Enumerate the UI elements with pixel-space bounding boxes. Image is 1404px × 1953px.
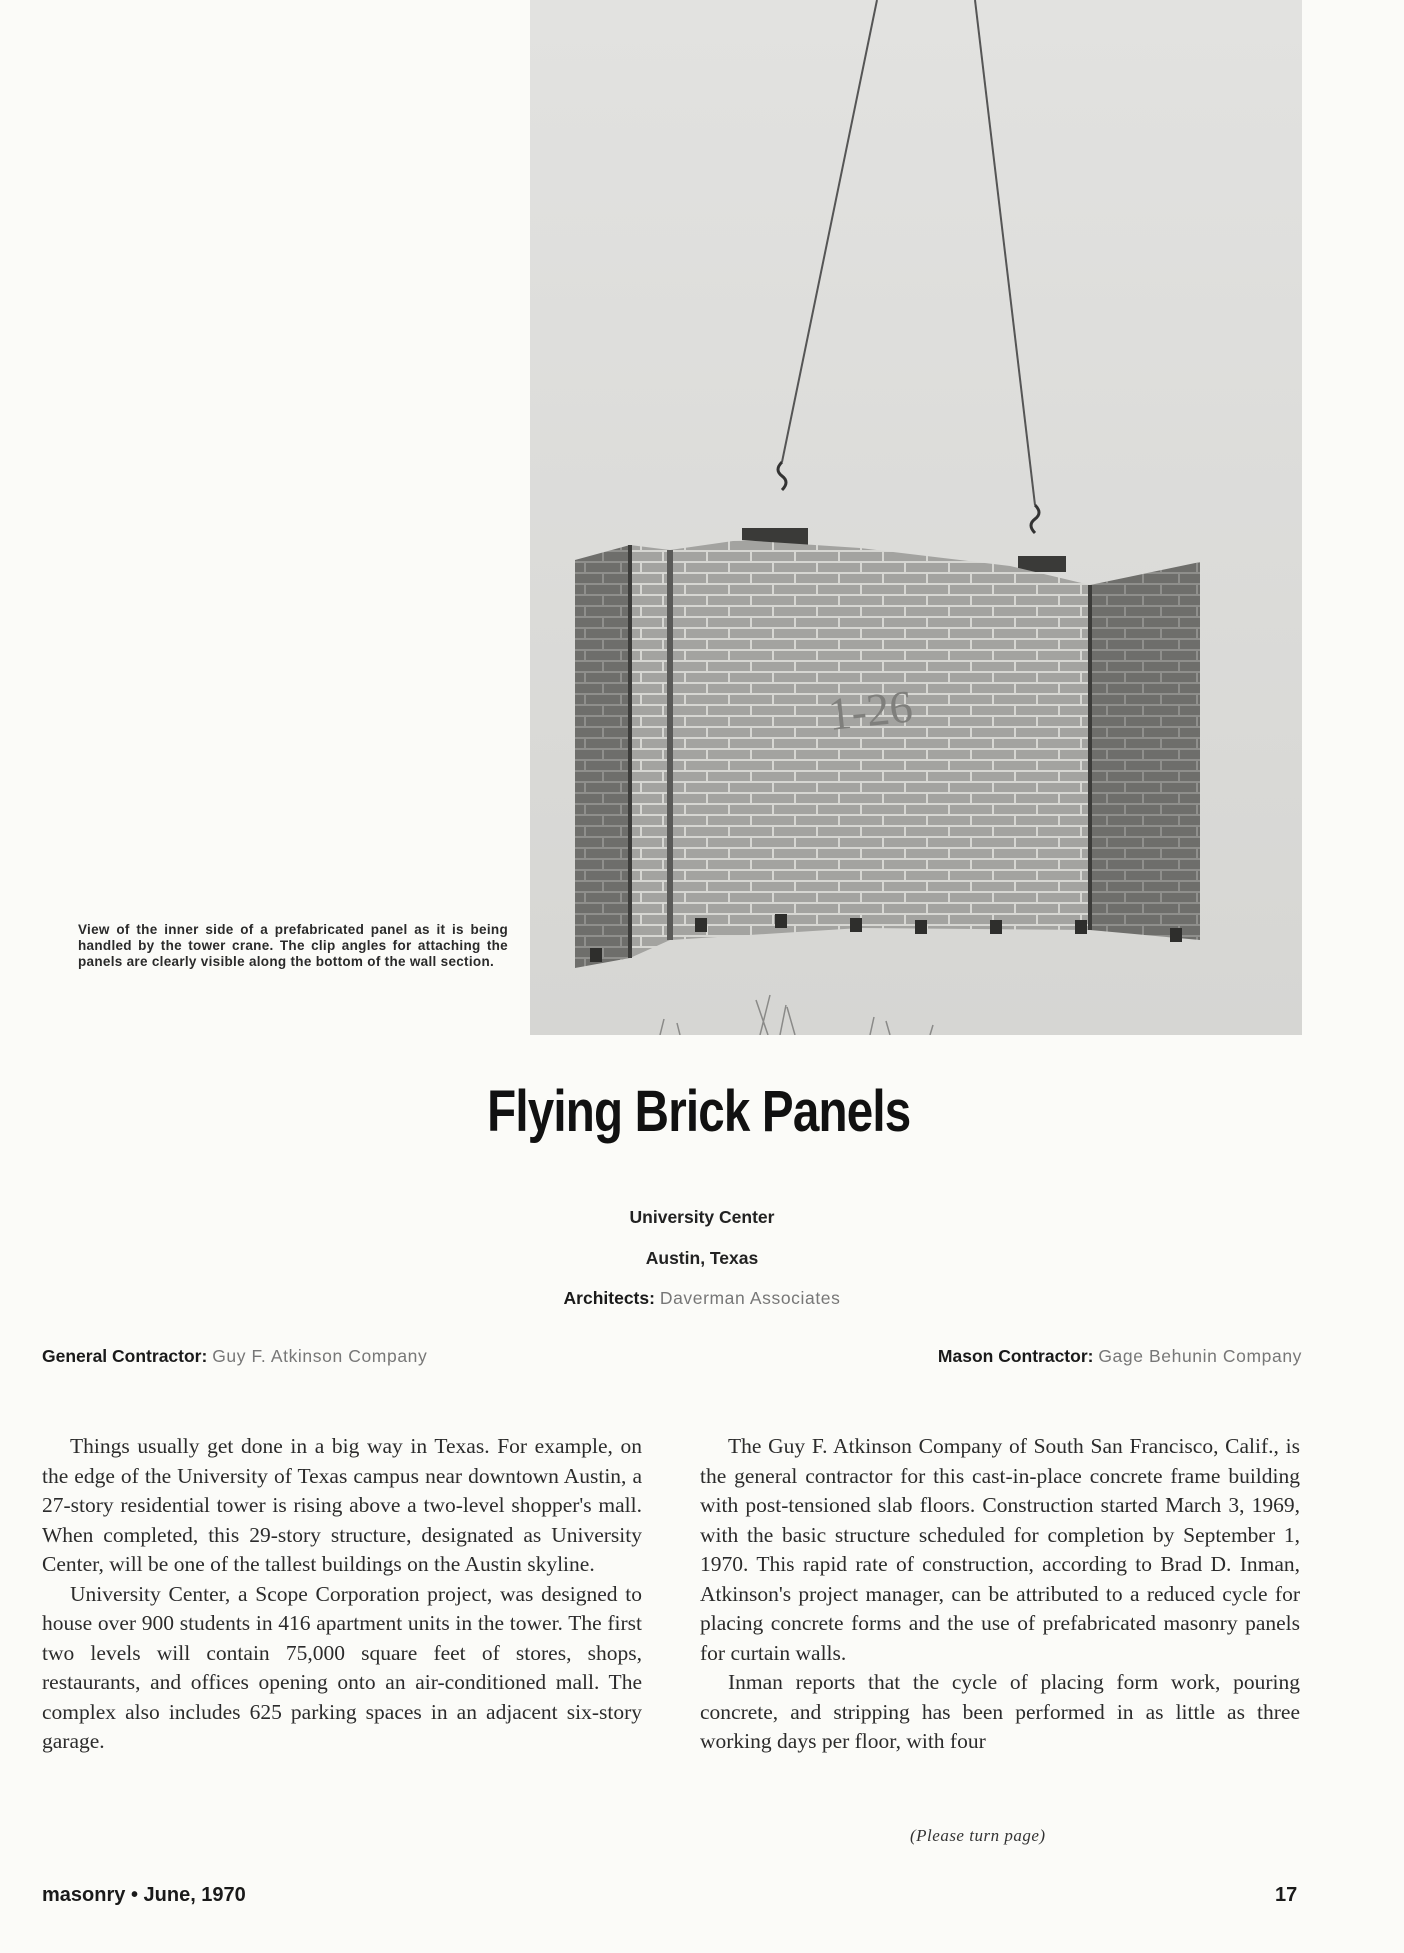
- body-paragraph: Things usually get done in a big way in Texas. For example, on the edge of the University of Texas campus near downtown Austin, a 27-story residential tower is rising above a two-level shopper's mall. When completed, this 29-story structure, designated as University Center, will be one of the tallest buildings on the Austin skyline.: [42, 1434, 642, 1576]
- article-photo: [530, 0, 1302, 1035]
- architects-credit: [0, 1288, 1404, 1309]
- panel-marking: 1-26: [825, 680, 915, 740]
- architects-value: Daverman Associates: [659, 1288, 841, 1308]
- project-location: Austin, Texas: [645, 1248, 759, 1268]
- general-contractor-credit: [42, 1346, 427, 1367]
- issue-date: June, 1970: [143, 1884, 246, 1906]
- footer-bullet: •: [130, 1884, 138, 1906]
- panel-right-return: [1090, 562, 1200, 940]
- panel-left-return: [575, 545, 630, 968]
- body-column-left: [42, 1432, 642, 1757]
- footer-issue: [42, 1884, 246, 1907]
- body-paragraph: The Guy F. Atkinson Company of South San Francisco, Calif., is the general contractor for this cast-in-place concrete frame building with post-tensioned slab floors. Construction started March 3, 1969, with the basic structure scheduled for completion by September 1, 1970. This rapid rate of construction, according to Brad D. Inman, Atkinson's project manager, can be attributed to a reduced cycle for placing concrete forms and the use of prefabricated masonry panels for curtain walls.: [700, 1434, 1300, 1665]
- body-column-right: [700, 1432, 1300, 1757]
- mason-contractor-value: Gage Behunin Company: [1098, 1346, 1302, 1366]
- page-number: 17: [1275, 1884, 1298, 1906]
- brick-panel-face: [630, 540, 1090, 958]
- continued-note: (Please turn page): [910, 1826, 1046, 1845]
- architects-label: Architects:: [563, 1288, 655, 1308]
- body-paragraph: University Center, a Scope Corporation project, was designed to house over 900 students in 416 apartment units in the tower. The first two levels will contain 75,000 square feet of stores, shops, restaurants, and offices opening onto an air-conditioned mall. The complex also includes 625 parking spaces in an adjacent six-story garage.: [42, 1581, 642, 1753]
- article-title: Flying Brick Panels: [487, 1079, 911, 1144]
- project-name: University Center: [629, 1207, 775, 1227]
- photo-caption: View of the inner side of a prefabricated panel as it is being handled by the tower crane. The clip angles for attaching the panels are clearly visible along the bottom of the wall section.: [78, 922, 508, 969]
- lifting-lug: [1018, 556, 1066, 572]
- magazine-name: masonry: [42, 1884, 126, 1906]
- mason-contractor-credit: [938, 1346, 1302, 1367]
- mason-contractor-label: Mason Contractor:: [937, 1346, 1094, 1366]
- general-contractor-label: General Contractor:: [42, 1346, 208, 1366]
- body-paragraph: Inman reports that the cycle of placing form work, pouring concrete, and stripping has been performed in as little as three working days per floor, with four: [700, 1670, 1300, 1753]
- general-contractor-value: Guy F. Atkinson Company: [212, 1346, 428, 1366]
